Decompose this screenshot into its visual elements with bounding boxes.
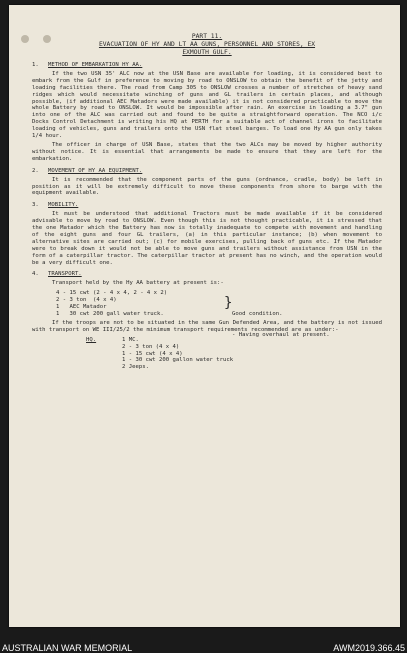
- footer-credit: AUSTRALIAN WAR MEMORIAL: [2, 643, 133, 653]
- section-3: [32, 202, 382, 266]
- paragraph: The officer in charge of USN Base, states that the two ALCs may be moved by higher authority without notice. It is essential that arrangements be made to ensure that they are left for the embarkation.: [32, 141, 382, 162]
- part-number: PART 11.: [191, 33, 223, 40]
- list-item: 1 MC.: [122, 336, 139, 343]
- transport-intro: Transport held by the Hy AA battery at present is:-: [52, 280, 224, 287]
- document-page: [9, 5, 400, 627]
- condition-note: [232, 297, 330, 352]
- title-line-1: EVACUATION OF HY AND LT AA GUNS, PERSONNEL AND STORES, EX: [98, 41, 316, 48]
- paragraph: It must be understood that additional Tractors must be made available if it be considered advisable to move by road to ONSLOW. Even though this is not thought practicable, it is stressed that the one Matador which the Battery has now is totally inadequate to compete with movement and handling of the eight guns and four GL trailers, (a) in this particular instance; (b) when movement to alternative sites are carried out; (c) for mobile exercises, pulling back of guns etc. If the Matador were to break down it would not be able to move guns and trailers without assistance from USN in the form of a caterpillar tractor. The caterpillar tractor at present has no winch, and the operation would be a very difficult one.: [32, 211, 382, 266]
- section-heading: TRANSPORT.: [48, 271, 82, 278]
- section-4: [32, 271, 382, 371]
- section-heading: METHOD OF EMBARKATION HY AA.: [48, 62, 143, 68]
- footer-accession-number: AWM2019.366.45: [333, 643, 405, 653]
- section-2: [32, 168, 382, 198]
- section-1: [32, 62, 382, 163]
- section-heading: MOVEMENT OF HY AA EQUIPMENT.: [48, 167, 143, 174]
- paragraph: If the troops are not to be situated in the same Gun Defended Area, and the battery is not issued with transport on WE III/25/2 the minimum transport requirements recommended are as under:-: [32, 319, 382, 333]
- list-item: 1 30 cwt 200 gall water truck.: [56, 311, 164, 317]
- punch-hole: [21, 35, 29, 43]
- hq-label: HQ.: [86, 336, 97, 343]
- note-line: - Having overhaul at present.: [232, 331, 330, 338]
- list-item: 2 Jeeps.: [122, 364, 149, 371]
- paragraph: If the two USN 35' ALC now at the USN Base are available for loading, it is considered best to embark from the Gulf in preference to moving by road to ONSLOW to obtain the benefit of the jetty and loading facilities there. The road from Camp 305 to ONSLOW crosses a number of stretches of heavy sand ridges which would necessitate winching of guns and GL trailers in certain places, and although possible, (if additional AEC Matadors were made available) it is not considered practicable to move the whole Battery by road to ONSLOW. It would be impossible after rain. An exercise in loading a 3.7" gun into one of the ALC was carried out and found to be quite a straightforward operation. The NCO i/c Docks Control Detachment is writing his HQ at PERTH for a suitable act of channel irons to facilitate loading of vehicles, guns and trailers onto the USN flat steel barges. To load one Hy AA gun only takes 1/4 hour.: [32, 70, 382, 140]
- section-number: 3.: [32, 202, 39, 209]
- list-item: 1 - 30 cwt 200 gallon water truck: [122, 357, 234, 364]
- list-item: 2 - 3 ton (4 x 4): [122, 343, 180, 350]
- list-item: 2 - 3 ton (4 x 4): [56, 297, 117, 304]
- list-item: 1 AEC Matador: [56, 304, 107, 311]
- document-body: [32, 33, 382, 371]
- section-number: 2.: [32, 167, 39, 174]
- note-line: Good condition.: [232, 311, 283, 318]
- list-item: 1 - 15 cwt (4 x 4): [122, 350, 183, 357]
- document-title: [32, 33, 382, 57]
- list-item: 4 - 15 cwt (2 - 4 x 4, 2 - 4 x 2): [56, 290, 168, 297]
- title-line-2: EXMOUTH GULF.: [182, 49, 232, 56]
- section-heading: MOBILITY.: [48, 202, 79, 209]
- footer-bar: [0, 629, 407, 653]
- section-number: 4.: [32, 271, 39, 278]
- paragraph: It is recommended that the component parts of the guns (ordnance, cradle, body) be left in position as it will be extremely difficult to move these components from shore to barge with the equipment available.: [32, 176, 382, 197]
- brace-symbol: }: [224, 295, 233, 312]
- section-number: 1.: [32, 62, 39, 68]
